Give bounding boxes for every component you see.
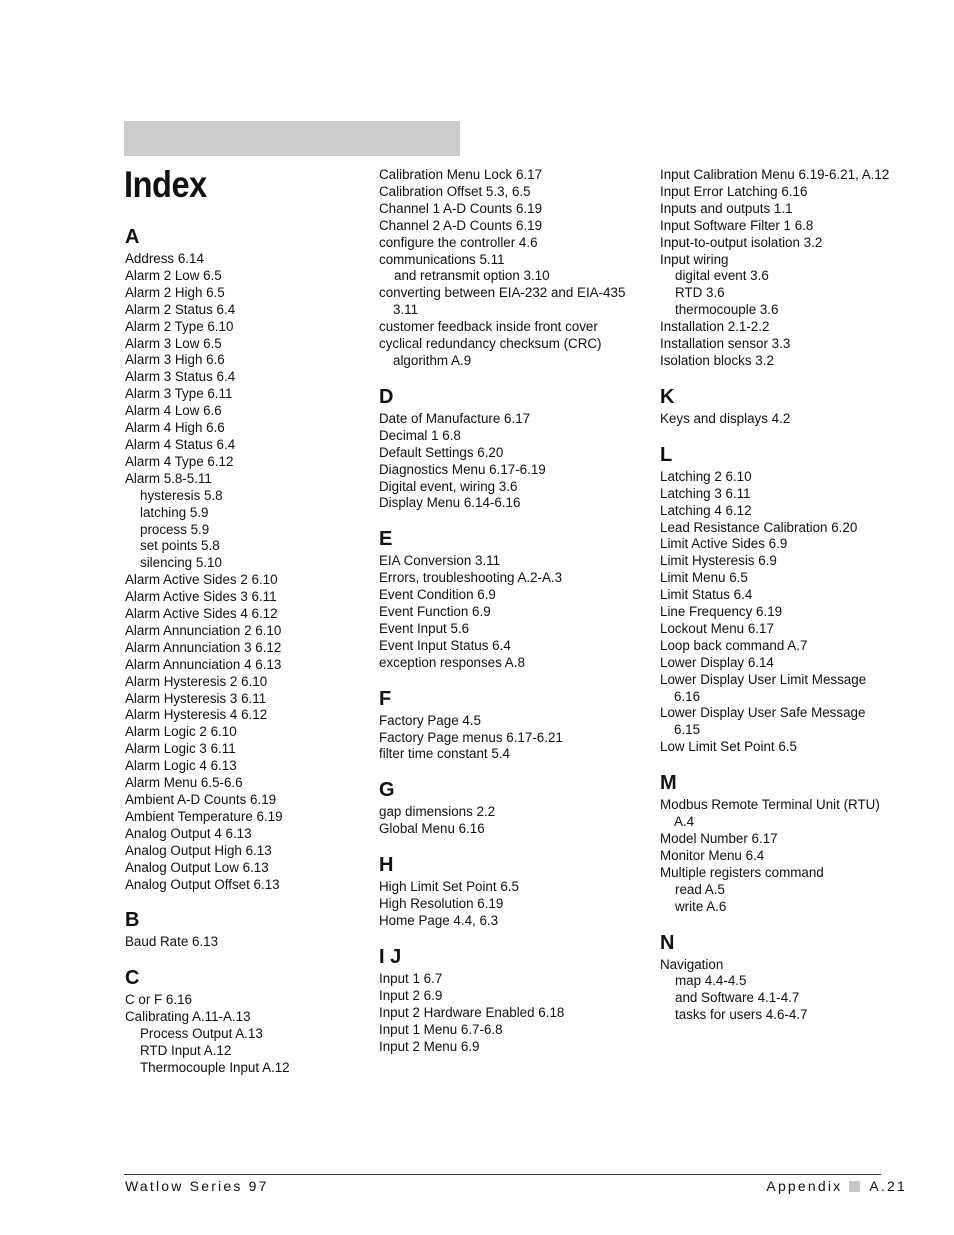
index-entry: Monitor Menu 6.4: [660, 847, 765, 863]
index-section: [379, 167, 629, 370]
index-entry: Alarm Annunciation 3 6.12: [125, 639, 282, 655]
index-entry: filter time constant 5.4: [379, 746, 510, 762]
section-letter: D: [379, 385, 394, 408]
index-entry: Factory Page menus 6.17-6.21: [379, 729, 563, 745]
index-entry: Display Menu 6.14-6.16: [379, 495, 521, 511]
section-letter: F: [379, 687, 392, 710]
index-entry: Latching 2 6.10: [660, 468, 752, 484]
section-letter: M: [660, 772, 677, 795]
section-letter: A: [125, 226, 140, 248]
index-entry: Lockout Menu 6.17: [660, 620, 774, 636]
index-section: [379, 853, 629, 930]
index-entry: Limit Menu 6.5: [660, 570, 748, 586]
index-entry: Latching 3 6.11: [660, 485, 751, 501]
index-subentry: thermocouple 3.6: [675, 302, 779, 318]
index-entry: Analog Output Offset 6.13: [125, 876, 280, 892]
index-entry: Home Page 4.4, 6.3: [379, 913, 499, 928]
index-entry: Alarm 2 High 6.5: [125, 284, 225, 300]
index-entry: Analog Output High 6.13: [125, 842, 272, 858]
index-subentry: RTD Input A.12: [140, 1043, 232, 1059]
index-entry: Baud Rate 6.13: [125, 934, 219, 950]
index-section: [660, 385, 890, 428]
index-entry: Alarm 2 Type 6.10: [125, 318, 234, 334]
index-entry: C or F 6.16: [125, 992, 192, 1008]
footer-page-info: [766, 1178, 907, 1194]
index-entry: EIA Conversion 3.11: [379, 553, 501, 569]
index-section: [125, 966, 375, 1077]
index-entry: Input Software Filter 1 6.8: [660, 217, 814, 233]
index-entry: Alarm Hysteresis 3 6.11: [125, 690, 267, 706]
footer-page-number: A.21: [869, 1178, 907, 1194]
index-subentry: silencing 5.10: [140, 555, 222, 571]
index-entry: Navigation: [660, 956, 724, 972]
index-entry: Alarm 3 Low 6.5: [125, 335, 222, 351]
index-entry: Global Menu 6.16: [379, 821, 485, 837]
index-entry: Alarm 2 Status 6.4: [125, 301, 236, 317]
index-entry: Diagnostics Menu 6.17-6.19: [379, 461, 546, 477]
index-entry: Alarm 4 High 6.6: [125, 420, 225, 436]
index-entry: Input 2 Menu 6.9: [379, 1038, 480, 1054]
index-entry: Keys and displays 4.2: [660, 410, 791, 426]
index-entry: Date of Manufacture 6.17: [379, 410, 531, 426]
index-entry: Default Settings 6.20: [379, 444, 504, 460]
index-entry: Input Calibration Menu 6.19-6.21, A.12: [660, 167, 890, 182]
index-entry: configure the controller 4.6: [379, 234, 538, 250]
index-entry: Multiple registers command: [660, 864, 824, 880]
index-subentry: Process Output A.13: [140, 1026, 263, 1042]
index-entry: Channel 2 A-D Counts 6.19: [379, 217, 543, 233]
index-entry: Alarm 3 High 6.6: [125, 352, 225, 368]
index-subentry: process 5.9: [140, 521, 210, 537]
section-letter: N: [660, 931, 675, 954]
square-bullet-icon: [849, 1181, 860, 1192]
index-entry: Errors, troubleshooting A.2-A.3: [379, 570, 563, 586]
footer-series: Watlow Series 97: [125, 1178, 269, 1194]
index-entry: Loop back command A.7: [660, 637, 808, 653]
index-entry: Inputs and outputs 1.1: [660, 200, 793, 216]
index-entry: Installation sensor 3.3: [660, 336, 791, 352]
index-entry: Alarm Annunciation 2 6.10: [125, 622, 282, 638]
index-subentry: map 4.4-4.5: [675, 973, 747, 989]
index-column-3: [660, 167, 890, 1039]
index-entry: Limit Hysteresis 6.9: [660, 553, 777, 569]
index-entry: Installation 2.1-2.2: [660, 319, 770, 335]
index-entry: Low Limit Set Point 6.5: [660, 739, 797, 755]
index-entry: Input wiring: [660, 251, 729, 267]
index-entry: Calibration Menu Lock 6.17: [379, 167, 543, 182]
index-entry: Alarm 3 Status 6.4: [125, 369, 236, 385]
index-subentry: and retransmit option 3.10: [394, 268, 550, 284]
index-entry: Alarm Hysteresis 2 6.10: [125, 673, 268, 689]
index-entry: gap dimensions 2.2: [379, 804, 496, 820]
index-entry: Input 1 Menu 6.7-6.8: [379, 1021, 503, 1037]
index-entry: Alarm Active Sides 3 6.11: [125, 589, 277, 605]
section-letter: K: [660, 385, 675, 408]
index-section: [660, 167, 890, 370]
section-letter: C: [125, 967, 140, 990]
index-entry: Alarm 4 Type 6.12: [125, 453, 234, 469]
index-section: [125, 225, 375, 893]
index-entry: cyclical redundancy checksum (CRC) algorithm A.9: [379, 336, 602, 368]
index-entry: Lower Display User Limit Message 6.16: [660, 671, 867, 704]
index-entry: Alarm Menu 6.5-6.6: [125, 775, 243, 791]
index-entry: exception responses A.8: [379, 654, 525, 670]
index-entry: Alarm Logic 2 6.10: [125, 724, 237, 740]
index-entry: Isolation blocks 3.2: [660, 352, 774, 368]
index-subentry: RTD 3.6: [675, 285, 725, 301]
index-section: [379, 527, 629, 671]
index-entry: Alarm Active Sides 4 6.12: [125, 606, 278, 622]
index-subentry: read A.5: [675, 881, 725, 897]
section-letter: H: [379, 854, 394, 877]
index-subentry: digital event 3.6: [675, 268, 769, 284]
index-entry: Lower Display User Safe Message 6.15: [660, 705, 866, 738]
index-section: [379, 945, 629, 1056]
section-letter: G: [379, 779, 395, 802]
index-entry: Modbus Remote Terminal Unit (RTU) A.4: [660, 797, 880, 830]
index-entry: Address 6.14: [125, 251, 204, 266]
section-letter: L: [660, 443, 673, 466]
index-entry: High Limit Set Point 6.5: [379, 879, 519, 895]
index-subentry: Thermocouple Input A.12: [140, 1059, 290, 1075]
index-subentry: tasks for users 4.6-4.7: [675, 1007, 808, 1023]
index-entry: Decimal 1 6.8: [379, 427, 461, 443]
index-entry: Ambient A-D Counts 6.19: [125, 792, 277, 807]
index-entry: Lower Display 6.14: [660, 654, 774, 670]
index-entry: Limit Active Sides 6.9: [660, 536, 788, 552]
index-entry: Channel 1 A-D Counts 6.19: [379, 200, 543, 216]
index-subentry: latching 5.9: [140, 504, 209, 520]
index-section: [125, 908, 375, 951]
index-entry: Calibration Offset 5.3, 6.5: [379, 183, 531, 199]
index-entry: Input 2 Hardware Enabled 6.18: [379, 1004, 565, 1020]
index-entry: Alarm Active Sides 2 6.10: [125, 572, 278, 588]
index-entry: Alarm 2 Low 6.5: [125, 267, 222, 283]
index-entry: High Resolution 6.19: [379, 896, 504, 912]
index-entry: Input-to-output isolation 3.2: [660, 234, 823, 250]
index-column-1: [125, 225, 375, 1092]
page-title: Index: [124, 164, 207, 205]
index-entry: Lead Resistance Calibration 6.20: [660, 519, 858, 535]
footer-divider: [124, 1174, 881, 1175]
index-entry: Alarm Logic 4 6.13: [125, 758, 237, 774]
index-entry: Analog Output Low 6.13: [125, 859, 269, 875]
index-entry: Analog Output 4 6.13: [125, 825, 252, 841]
index-entry: Event Input 5.6: [379, 620, 470, 636]
index-subentry: hysteresis 5.8: [140, 487, 223, 503]
section-letter: E: [379, 528, 393, 551]
index-entry: Line Frequency 6.19: [660, 604, 783, 620]
index-entry: Model Number 6.17: [660, 831, 778, 846]
index-entry: Event Input Status 6.4: [379, 637, 511, 653]
section-letter: I J: [379, 945, 402, 968]
index-entry: Input 2 6.9: [379, 987, 443, 1003]
index-entry: Ambient Temperature 6.19: [125, 808, 283, 824]
index-entry: Alarm Annunciation 4 6.13: [125, 656, 282, 672]
index-entry: Latching 4 6.12: [660, 502, 752, 518]
index-section: [660, 443, 890, 756]
index-section: [660, 931, 890, 1025]
index-entry: communications 5.11: [379, 251, 505, 267]
footer-section-label: Appendix: [766, 1178, 843, 1194]
index-entry: customer feedback inside front cover: [379, 319, 598, 335]
index-entry: Event Condition 6.9: [379, 587, 496, 603]
index-entry: Alarm 4 Status 6.4: [125, 436, 236, 452]
index-section: [379, 778, 629, 838]
index-subentry: and Software 4.1-4.7: [675, 990, 800, 1006]
header-bar: [124, 121, 460, 156]
index-subentry: write A.6: [675, 898, 727, 914]
index-entry: converting between EIA-232 and EIA-435 3.11: [379, 285, 626, 318]
index-entry: Alarm Logic 3 6.11: [125, 741, 236, 757]
index-entry: Factory Page 4.5: [379, 712, 481, 728]
index-entry: Digital event, wiring 3.6: [379, 478, 518, 494]
index-entry: Event Function 6.9: [379, 604, 491, 620]
index-entry: Calibrating A.11-A.13: [125, 1009, 251, 1025]
index-entry: Alarm 4 Low 6.6: [125, 403, 222, 419]
index-entry: Limit Status 6.4: [660, 587, 753, 603]
index-entry: Alarm 3 Type 6.11: [125, 386, 233, 402]
index-section: [379, 385, 629, 512]
index-entry: Input Error Latching 6.16: [660, 183, 808, 199]
index-entry: Input 1 6.7: [379, 970, 443, 986]
index-entry: Alarm 5.8-5.11: [125, 470, 212, 486]
index-section: [379, 687, 629, 764]
index-entry: Alarm Hysteresis 4 6.12: [125, 707, 268, 723]
index-column-2: [379, 167, 629, 1070]
section-letter: B: [125, 909, 140, 932]
index-subentry: set points 5.8: [140, 538, 220, 554]
index-section: [660, 771, 890, 915]
